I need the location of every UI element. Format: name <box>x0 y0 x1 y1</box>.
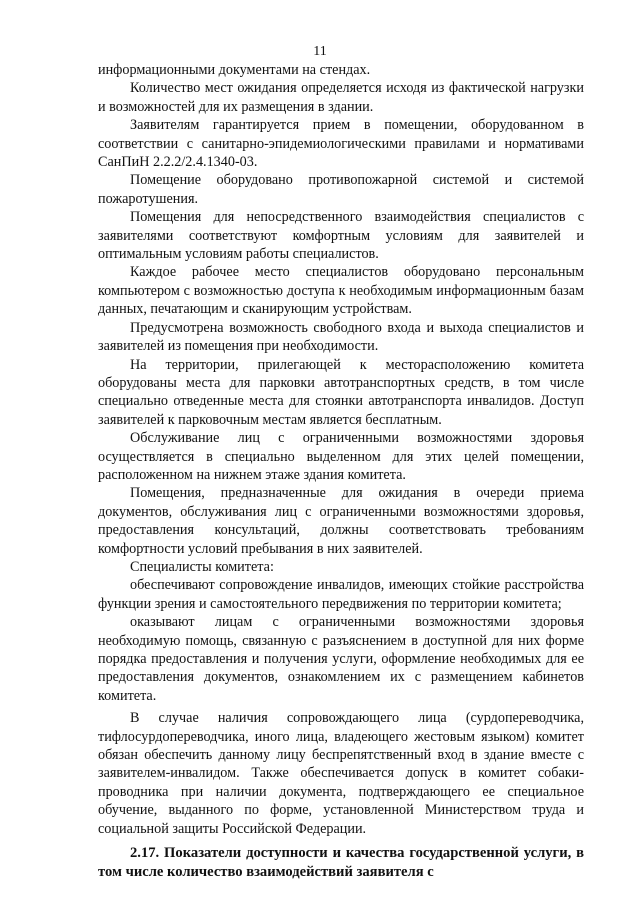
paragraph-6: Каждое рабочее место специалистов оборудовано персональным компьютером с возможностью доступа к необходимым информационным базам данных, печатающим и сканирующим устройствам. <box>98 264 584 318</box>
paragraph-9: Обслуживание лиц с ограниченными возможностями здоровья осуществляется в специально выделенном для этих целей помещении, расположенном на нижнем этаже здания комитета. <box>98 430 584 483</box>
paragraph-4: Помещение оборудовано противопожарной системой и системой пожаротушения. <box>98 172 584 207</box>
paragraph-12: обеспечивают сопровождение инвалидов, имеющих стойкие расстройства функции зрения и самостоятельного передвижения по территории комитета; <box>98 577 584 612</box>
page-body <box>98 61 584 882</box>
paragraph-8: На территории, прилегающей к месторасположению комитета оборудованы места для парковки автотранспортных средств, в том числе специально отведенные места для стоянки автотранспорта инвалидов. Доступ заявителей к парковочным местам является бесплатным. <box>98 356 584 428</box>
paragraph-11: Специалисты комитета: <box>130 558 274 575</box>
paragraph-1: информационными документами на стендах. <box>98 62 371 78</box>
paragraph-14: В случае наличия сопровождающего лица (сурдопереводчика, тифлосурдопереводчика, иного лица, владеющего жестовым языком) комитет обязан обеспечить данному лицу беспрепятственный вход в здание вместе с заявителем-инвалидом. Также обеспечивается допуск в комитет собаки-проводника при наличии документа, подтверждающего ее специальное обучение, выданного по форме, установленной Министерством труда и социальной защиты Российской Федерации. <box>98 710 584 837</box>
page-number: 11 <box>313 44 327 59</box>
paragraph-13: оказывают лицам с ограниченными возможностями здоровья необходимую помощь, связанную с разъяснением в доступной для них форме порядка предоставления и получения услуги, оформление необходимых для ее предоставления документов, ознакомлением их с размещением кабинетов комитета. <box>98 614 584 704</box>
paragraph-10: Помещения, предназначенные для ожидания в очереди приема документов, обслуживания лиц с ограниченными возможностями здоровья, предоставления консультаций, должны соответствовать требованиям комфортности условий пребывания в них заявителей. <box>98 485 584 557</box>
paragraph-5: Помещения для непосредственного взаимодействия специалистов с заявителями соответствуют комфортным условиям для заявителей и оптимальным условиям работы специалистов. <box>98 209 584 263</box>
paragraph-3: Заявителям гарантируется прием в помещении, оборудованном в соответствии с санитарно-эпидемиологическими правилами и нормативами СанПиН 2.2.2/2.4.1340-03. <box>98 117 584 171</box>
paragraph-7: Предусмотрена возможность свободного входа и выхода специалистов и заявителей из помещения при необходимости. <box>98 319 584 355</box>
section-heading: 2.17. Показатели доступности и качества государственной услуги, в том числе количество взаимодействий заявителя с <box>98 845 584 881</box>
paragraph-2: Количество мест ожидания определяется исходя из фактической нагрузки и возможностей для их размещения в здании. <box>98 80 584 115</box>
